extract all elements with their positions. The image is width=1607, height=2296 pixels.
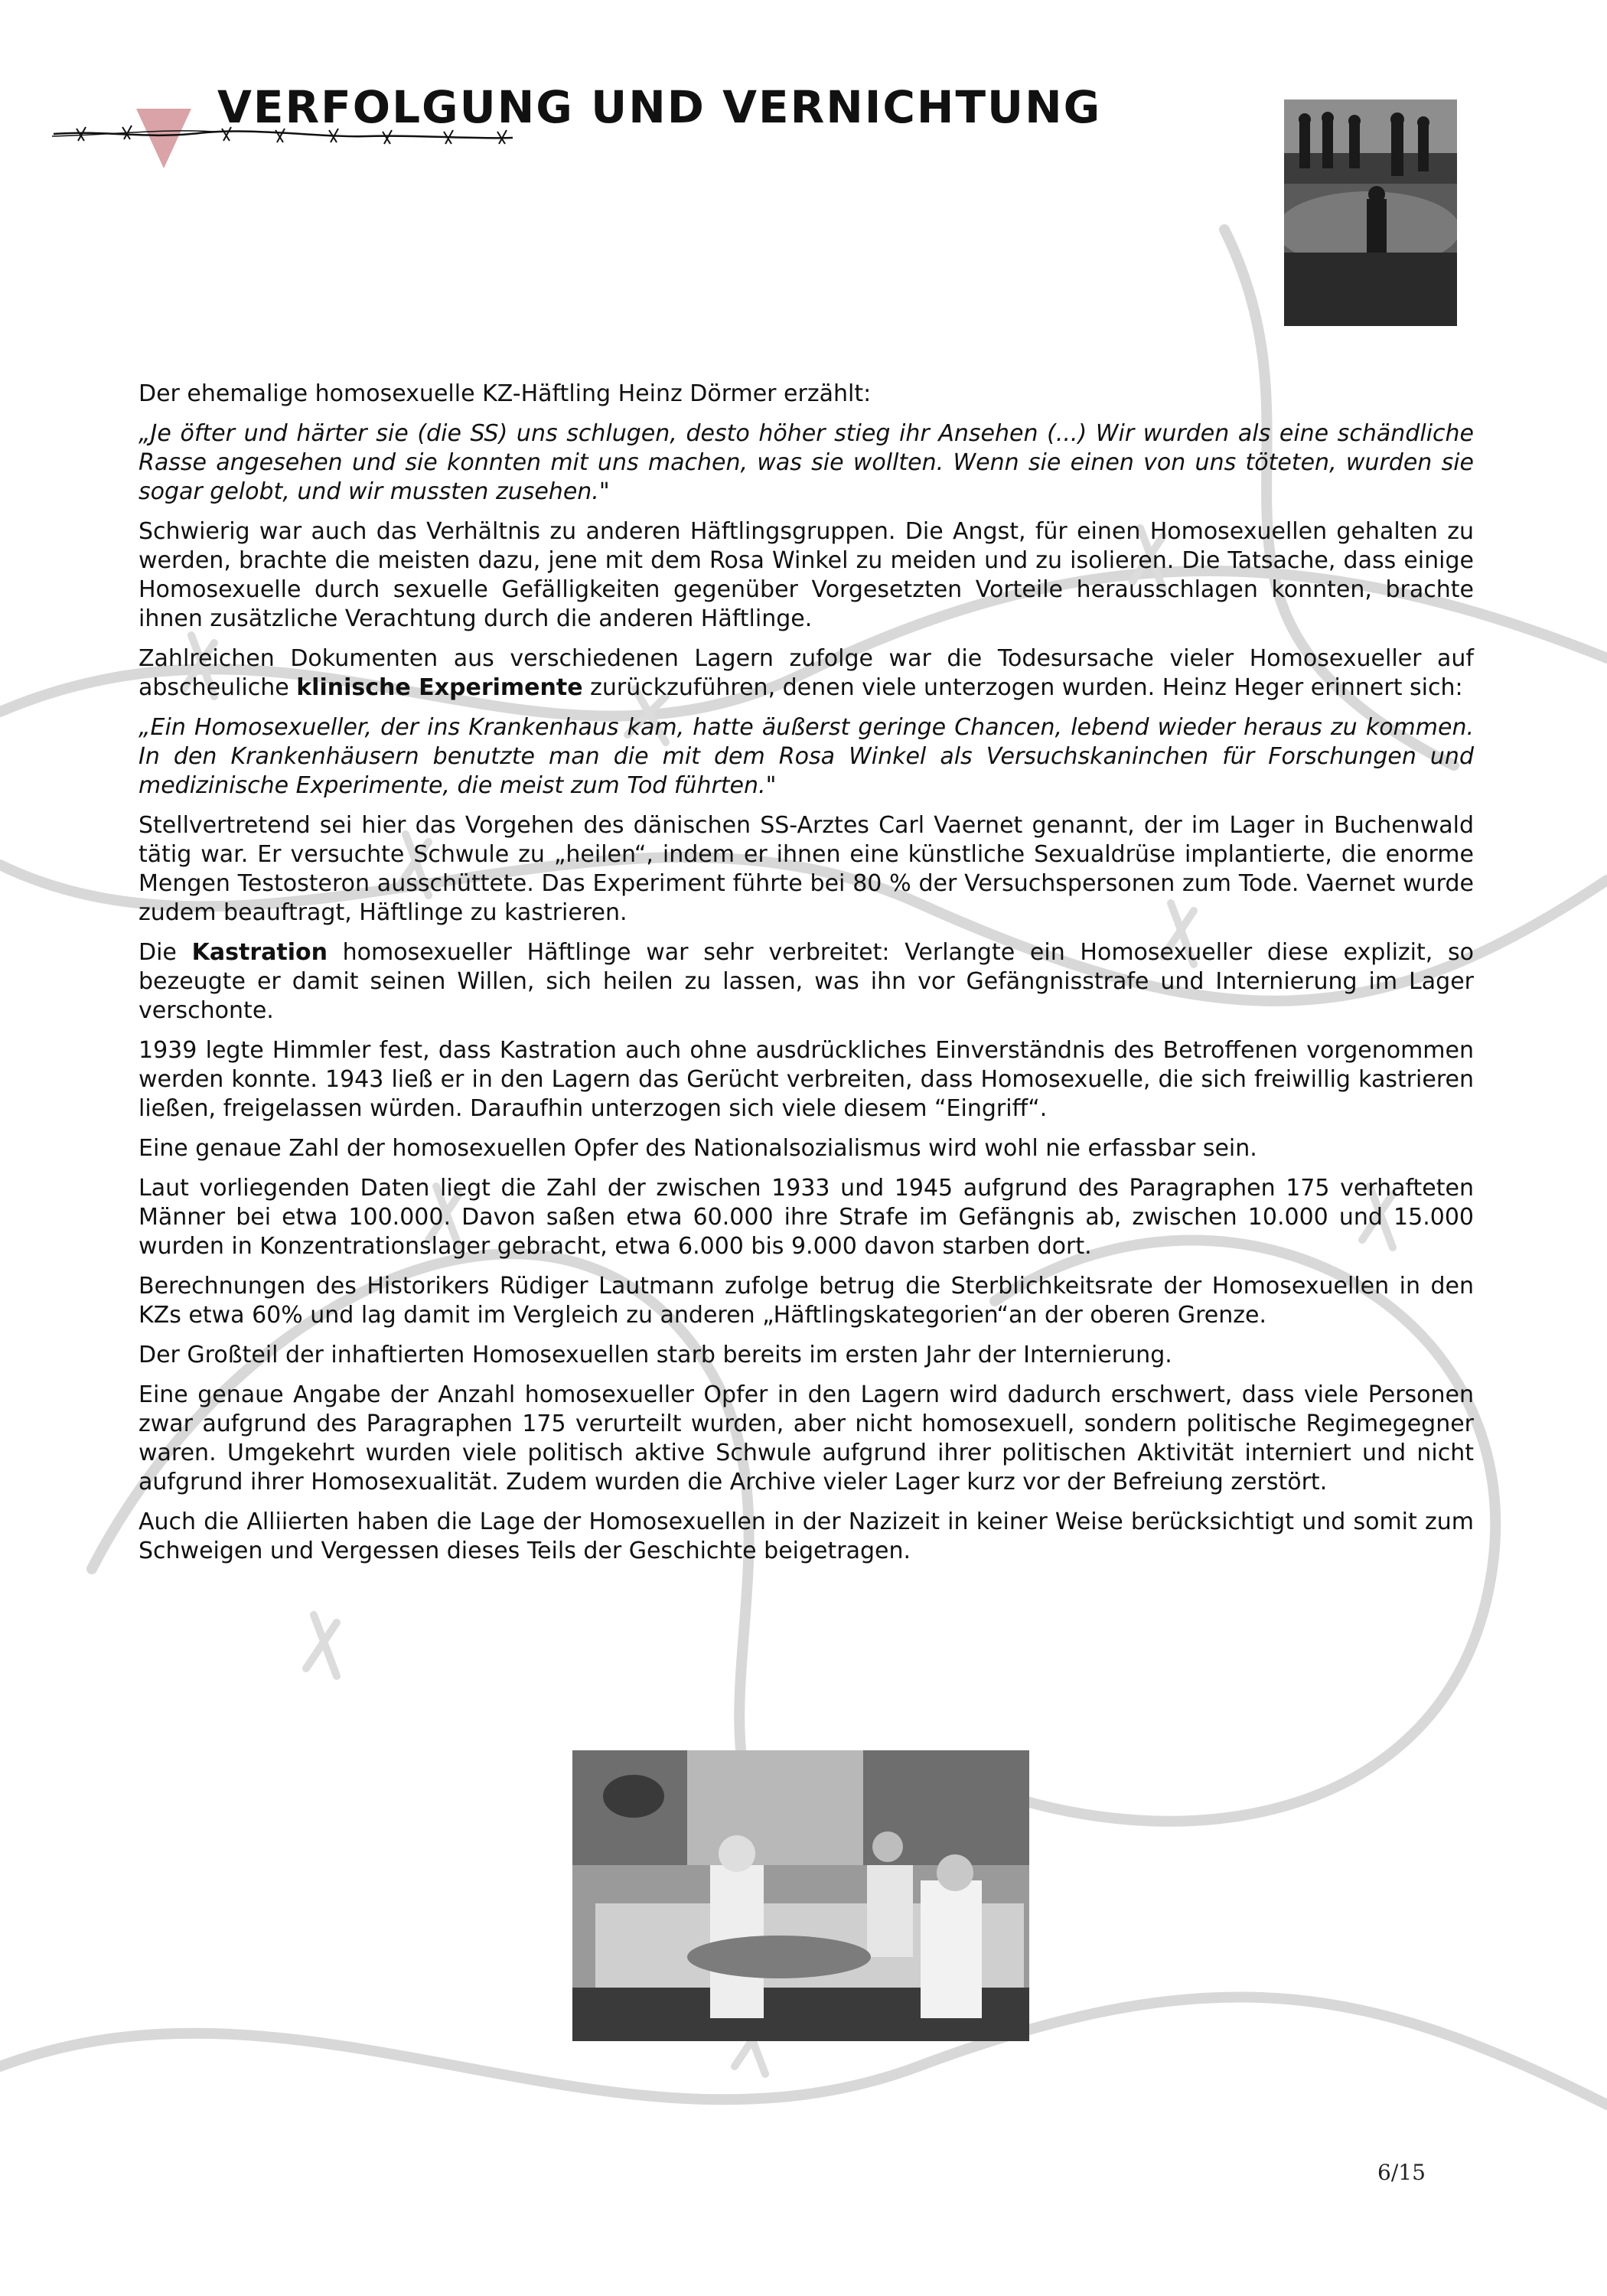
article-body xyxy=(139,380,1474,1577)
paragraph-allies: Auch die Alliierten haben die Lage der Homosexuellen in der Nazizeit in keiner Weise berücksichtigt und somit zum Schweigen und Vergessen dieses Teils der Geschichte beigetragen. xyxy=(139,1508,1474,1564)
paragraph-statistics: Laut vorliegenden Daten liegt die Zahl der zwischen 1933 und 1945 aufgrund des Paragraphen 175 verhafteten Männer bei etwa 100.000. Davon saßen etwa 60.000 ihre Strafe im Gefängnis ab, zwischen 10.000 und 15.000 wurden in Konzentrationslager gebracht, etwa 6.000 bis 9.000 davon starben dort. xyxy=(139,1175,1474,1260)
paragraph-vaernet: Stellvertretend sei hier das Vorgehen des dänischen SS-Arztes Carl Vaernet genannt, der im Lager in Buchenwald tätig war. Er versuchte Schwule zu „heilen“, indem er ihnen eine künstliche Sexualdrüse implantierte, die enorme Mengen Testosteron ausschüttete. Das Experiment führte bei 80 % der Versuchspersonen zum Tode. Vaernet wurde zudem beauftragt, Häftlinge zu kastrieren. xyxy=(139,812,1474,926)
page-header xyxy=(46,77,1102,184)
paragraph-lautmann: Berechnungen des Historikers Rüdiger Lautmann zufolge betrug die Sterblichkeitsrate der Homosexuellen in den KZs etwa 60% und lag damit im Vergleich zu anderen „Häftlingskategorien“an der oberen Grenze. xyxy=(139,1273,1474,1329)
paragraph-first-year: Der Großteil der inhaftierten Homosexuellen starb bereits im ersten Jahr der Internierung. xyxy=(139,1342,1172,1368)
historical-photo-execution xyxy=(1284,99,1457,326)
quote-doermer: „Je öfter und härter sie (die SS) uns schlugen, desto höher stieg ihr Ansehen (...) Wir wurden als eine schändliche Rasse angesehen und sie konnten mit uns machen, was sie wollten. Wenn sie einen von uns töteten, wurden sie sogar gelobt, und wir mussten zusehen." xyxy=(139,420,1474,505)
page-title: VERFOLGUNG UND VERNICHTUNG xyxy=(217,81,1102,133)
paragraph-experiments: Zahlreichen Dokumenten aus verschiedenen Lagern zufolge war die Todesursache vieler Homosexueller auf abscheuliche klinische Experimente zurückzuführen, denen viele unterzogen wurden. Heinz Heger erinnert sich: xyxy=(139,645,1474,701)
bold-klinische-experimente: klinische Experimente xyxy=(296,674,583,701)
paragraph-relations: Schwierig war auch das Verhältnis zu anderen Häftlingsgruppen. Die Angst, für einen Homosexuellen gehalten zu werden, brachte die meisten dazu, jene mit dem Rosa Winkel zu meiden und zu isolieren. Die Tatsache, dass einige Homosexuelle durch sexuelle Gefälligkeiten gegenüber Vorgesetzten Vorteile herausschlagen konnten, brachte ihnen zusätzliche Verachtung durch die anderen Häftlinge. xyxy=(139,518,1474,632)
page-number: 6/15 xyxy=(1377,2160,1426,2185)
paragraph-number-victims: Eine genaue Zahl der homosexuellen Opfer des Nationalsozialismus wird wohl nie erfassbar sein. xyxy=(139,1135,1257,1162)
pink-triangle-icon xyxy=(136,109,191,168)
paragraph-himmler: 1939 legte Himmler fest, dass Kastration auch ohne ausdrückliches Einverständnis des Betroffenen vorgenommen werden konnte. 1943 ließ er in den Lagern das Gerücht verbreiten, dass Homosexuelle, die sich freiwillig kastrieren ließen, freigelassen würden. Daraufhin unterzogen sich viele diesem “Eingriff“. xyxy=(139,1037,1474,1122)
historical-photo-medical-experiment xyxy=(572,1750,1029,2041)
paragraph-difficulty: Eine genaue Angabe der Anzahl homosexueller Opfer in den Lagern wird dadurch erschwert, dass viele Personen zwar aufgrund des Paragraphen 175 verurteilt wurden, aber nicht homosexuell, sondern politische Regimegegner waren. Umgekehrt wurden viele politisch aktive Schwule aufgrund ihrer politischen Aktivität interniert und nicht aufgrund ihrer Homosexualität. Zudem wurden die Archive vieler Lager kurz vor der Befreiung zerstört. xyxy=(139,1381,1474,1495)
quote-heger: „Ein Homosexueller, der ins Krankenhaus kam, hatte äußerst geringe Chancen, lebend wieder heraus zu kommen. In den Krankenhäusern benutzte man die mit dem Rosa Winkel als Versuchskaninchen für Forschungen und medizinische Experimente, die meist zum Tod führten." xyxy=(139,714,1474,799)
paragraph-kastration: Die Kastration homosexueller Häftlinge war sehr verbreitet: Verlangte ein Homosexueller diese explizit, so bezeugte er damit seinen Willen, sich heilen zu lassen, was ihn vor Gefängnisstrafe und Internierung im Lager verschonte. xyxy=(139,939,1474,1024)
bold-kastration: Kastration xyxy=(191,939,328,966)
paragraph-intro: Der ehemalige homosexuelle KZ-Häftling Heinz Dörmer erzählt: xyxy=(139,380,872,407)
